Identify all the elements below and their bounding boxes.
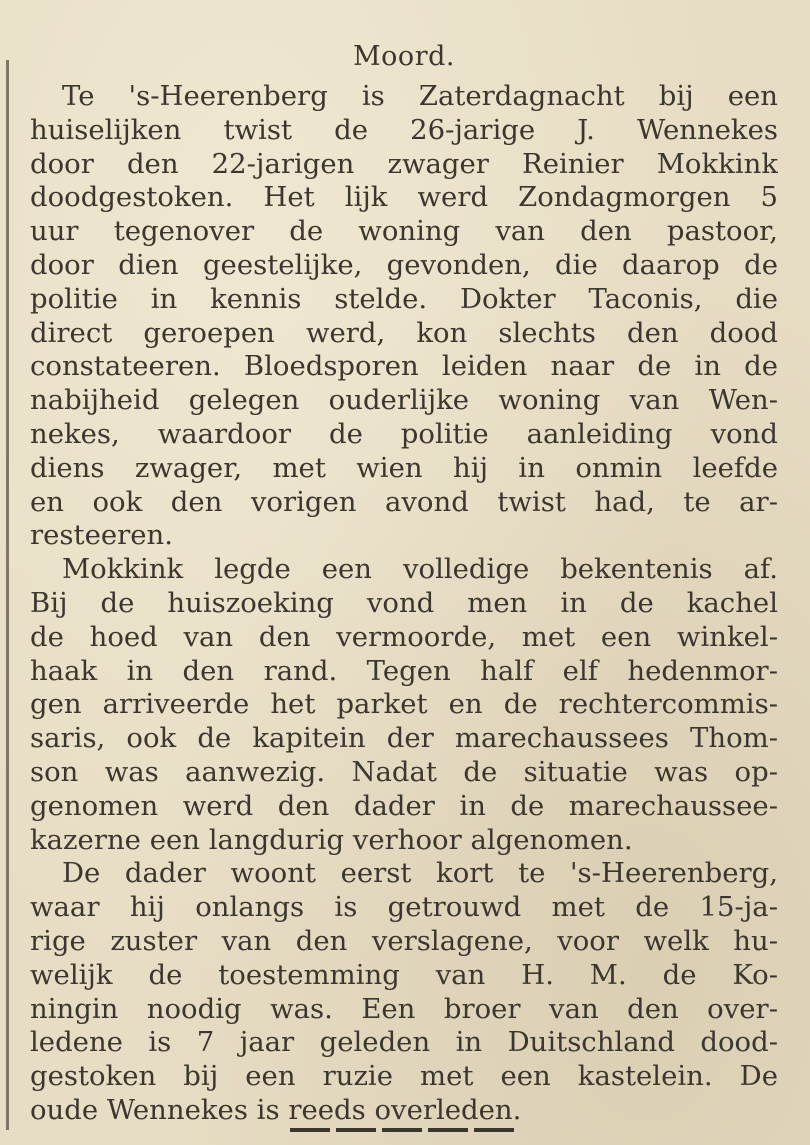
text-line: door dien geestelijke, gevonden, die daarop de <box>30 248 778 281</box>
text-line: constateeren. Bloedsporen leiden naar de in de <box>30 350 778 383</box>
text-line: waar hij onlangs is getrouwd met de 15-ja- <box>30 891 778 924</box>
text-line: ningin noodig was. Een broer van den over- <box>30 992 778 1025</box>
text-line: huiselijken twist de 26-jarige J. Wennekes <box>30 113 778 146</box>
text-line: rige zuster van den verslagene, voor welk hu- <box>30 924 778 957</box>
article-separator <box>290 1128 515 1132</box>
column-rule <box>6 60 9 1130</box>
text-line: oude Wennekes is reeds overleden. <box>30 1093 522 1126</box>
text-line: gestoken bij een ruzie met een kastelein. De <box>30 1060 778 1093</box>
text-line: uur tegenover de woning van den pastoor, <box>30 215 778 248</box>
article-headline: Moord. <box>353 41 455 72</box>
text-line: diens zwager, met wien hij in onmin leefde <box>30 451 778 484</box>
text-line: door den 22-jarigen zwager Reinier Mokkink <box>30 147 778 180</box>
news-article <box>30 38 778 1128</box>
text-line: en ook den vorigen avond twist had, te ar- <box>30 485 778 518</box>
article-paragraph-3 <box>30 857 778 1127</box>
text-line: ledene is 7 jaar geleden in Duitschland dood- <box>30 1026 778 1059</box>
text-line: saris, ook de kapitein der marechaussees Thom- <box>30 722 778 755</box>
text-line: Bij de huiszoeking vond men in de kachel <box>30 586 778 619</box>
text-line: Te 's-Heerenberg is Zaterdagnacht bij een <box>62 80 778 112</box>
text-line: De dader woont eerst kort te 's-Heerenberg, <box>62 857 778 890</box>
text-line: haak in den rand. Tegen half elf hedenmor- <box>30 654 778 687</box>
text-line: kazerne een langdurig verhoor algenomen. <box>30 823 633 856</box>
text-line: genomen werd den dader in de marechaussee- <box>30 789 778 822</box>
text-line: politie in kennis stelde. Dokter Taconis, die <box>30 282 778 315</box>
text-line: son was aanwezig. Nadat de situatie was op- <box>30 755 778 788</box>
text-line: Mokkink legde een volledige bekentenis af. <box>62 553 778 586</box>
text-line: de hoed van den vermoorde, met een winkel- <box>30 620 778 653</box>
text-line: nekes, waardoor de politie aanleiding vond <box>30 417 778 450</box>
article-paragraph-1 <box>30 80 778 553</box>
text-line: gen arriveerde het parket en de rechtercommis- <box>30 688 778 721</box>
text-line: doodgestoken. Het lijk werd Zondagmorgen 5 <box>30 181 778 214</box>
text-line: resteeren. <box>30 519 174 552</box>
text-line: welijk de toestemming van H. M. de Ko- <box>30 958 778 991</box>
article-paragraph-2 <box>30 553 778 857</box>
text-line: direct geroepen werd, kon slechts den dood <box>30 316 778 349</box>
text-line: nabijheid gelegen ouderlijke woning van Wen- <box>30 384 778 417</box>
